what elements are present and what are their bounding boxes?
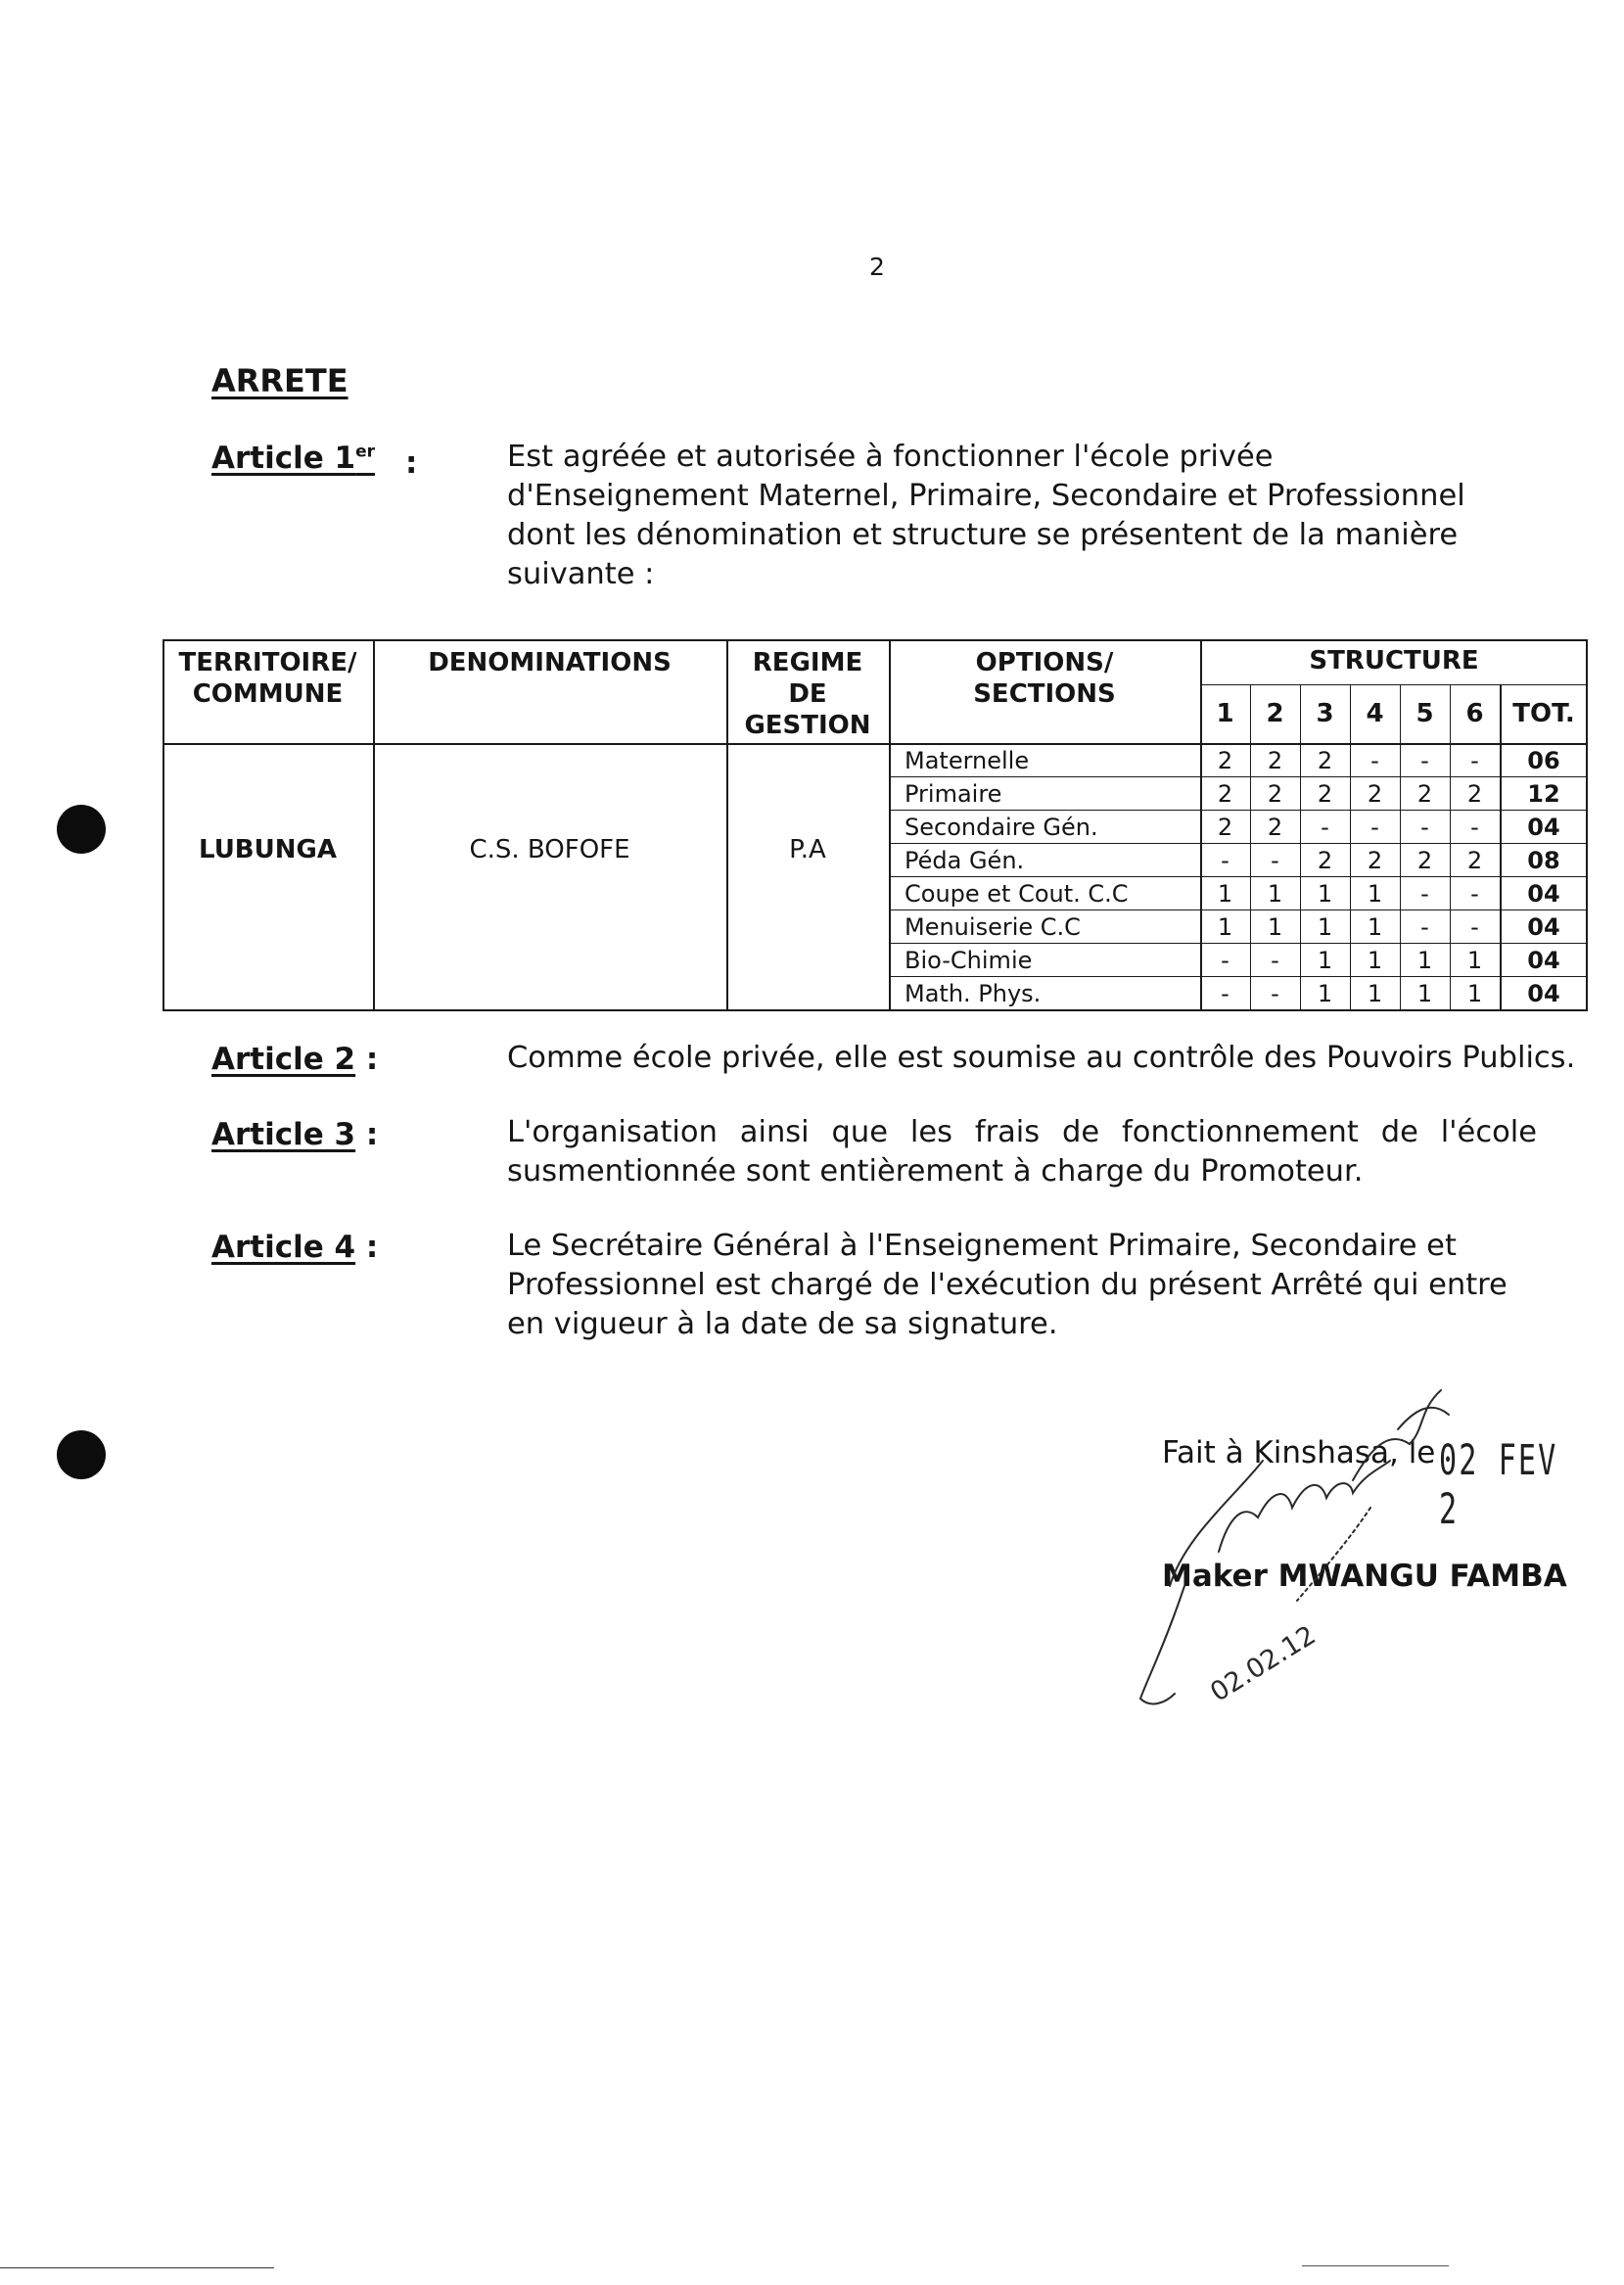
header-line: OPTIONS/ — [975, 648, 1114, 677]
table-divider — [1200, 684, 1588, 685]
article-3-label-text: Article 3 — [211, 1117, 356, 1152]
structure-total: 08 — [1527, 847, 1560, 874]
punch-hole-bottom — [57, 1430, 106, 1479]
header-line: COMMUNE — [192, 679, 344, 709]
structure-cell: 2 — [1317, 747, 1333, 774]
structure-cell: 2 — [1416, 780, 1433, 808]
option-label: Coupe et Cout. C.C — [905, 880, 1129, 908]
structure-cell: 2 — [1466, 847, 1483, 874]
header-line: SECTIONS — [973, 679, 1116, 709]
structure-cell: 1 — [1416, 980, 1433, 1007]
article-3-label — [211, 1117, 378, 1152]
header-col: 4 — [1366, 699, 1384, 728]
structure-cell: - — [1221, 947, 1230, 974]
header-col: 3 — [1316, 699, 1334, 728]
scan-edge-line — [0, 2267, 274, 2268]
article-1-colon: : — [405, 445, 418, 481]
structure-total: 04 — [1527, 880, 1560, 908]
header-regime — [726, 647, 889, 741]
structure-cell: - — [1370, 814, 1379, 841]
handwritten-signature — [1126, 1371, 1537, 1762]
article-3-colon: : — [355, 1117, 379, 1152]
structure-cell: 1 — [1217, 913, 1233, 941]
header-col: 6 — [1465, 699, 1484, 728]
article-1-label — [211, 441, 375, 476]
structure-cell: - — [1470, 747, 1479, 774]
structure-cell: 1 — [1367, 913, 1383, 941]
structure-cell: 2 — [1416, 847, 1433, 874]
table-divider — [373, 639, 375, 1011]
structure-cell: - — [1271, 847, 1279, 874]
header-col: 1 — [1216, 699, 1234, 728]
scan-edge-line — [1302, 2265, 1449, 2266]
structure-cell: 1 — [1317, 880, 1333, 908]
structure-total: 04 — [1527, 980, 1560, 1007]
article-3-text — [507, 1113, 1537, 1191]
structure-cell: - — [1221, 980, 1230, 1007]
header-denominations: DENOMINATIONS — [428, 648, 672, 677]
article-2-label — [211, 1042, 378, 1077]
article-1-line: dont les dénomination et structure se présentent de la manière — [507, 518, 1459, 552]
structure-cell: 1 — [1317, 980, 1333, 1007]
structure-cell: 1 — [1466, 980, 1483, 1007]
structure-cell: - — [1470, 814, 1479, 841]
structure-total: 06 — [1527, 747, 1560, 774]
structure-total: 04 — [1527, 947, 1560, 974]
structure-cell: 1 — [1267, 880, 1283, 908]
article-4-colon: : — [355, 1230, 379, 1265]
header-line: REGIME — [752, 648, 863, 677]
handwritten-date: 02.02.12 — [1205, 1619, 1322, 1708]
structure-cell: 1 — [1317, 947, 1333, 974]
article-4-label — [211, 1230, 378, 1265]
regime-value: P.A — [789, 835, 826, 864]
structure-cell: 1 — [1367, 980, 1383, 1007]
article-2-colon: : — [355, 1042, 379, 1077]
structure-cell: - — [1370, 747, 1379, 774]
header-options — [889, 647, 1200, 710]
structure-total: 04 — [1527, 814, 1560, 841]
header-col: TOT. — [1512, 699, 1575, 728]
article-4-line: Professionnel est chargé de l'exécution du présent Arrêté qui entre — [507, 1268, 1508, 1302]
structure-cell: 2 — [1317, 847, 1333, 874]
structure-cell: - — [1420, 880, 1429, 908]
article-3-line: L'organisation ainsi que les frais de fonctionnement de l'école — [507, 1115, 1537, 1149]
structure-cell: 2 — [1367, 847, 1383, 874]
structure-cell: 2 — [1217, 747, 1233, 774]
article-2-text — [507, 1039, 1576, 1078]
structure-cell: 2 — [1267, 780, 1283, 808]
structure-cell: 1 — [1217, 880, 1233, 908]
structure-table — [162, 639, 1588, 1011]
structure-cell: 1 — [1367, 947, 1383, 974]
article-4-text — [507, 1227, 1537, 1344]
header-territoire — [162, 647, 373, 710]
structure-cell: - — [1221, 847, 1230, 874]
structure-cell: - — [1420, 747, 1429, 774]
option-label: Secondaire Gén. — [905, 814, 1098, 841]
structure-total: 12 — [1527, 780, 1560, 808]
article-1-text — [507, 438, 1537, 594]
structure-cell: - — [1470, 913, 1479, 941]
structure-cell: 2 — [1466, 780, 1483, 808]
structure-cell: 1 — [1367, 880, 1383, 908]
structure-cell: 2 — [1267, 747, 1283, 774]
date-stamp: 02 FEV 2 — [1439, 1436, 1558, 1534]
structure-cell: - — [1420, 814, 1429, 841]
option-label: Math. Phys. — [905, 980, 1042, 1007]
punch-hole-top — [57, 805, 106, 854]
article-3-line: susmentionnée sont entièrement à charge du Promoteur. — [507, 1154, 1364, 1189]
header-line: DE — [788, 679, 827, 709]
structure-cell: 1 — [1267, 913, 1283, 941]
header-structure: STRUCTURE — [1309, 646, 1479, 676]
structure-cell: 2 — [1317, 780, 1333, 808]
article-4-line: en vigueur à la date de sa signature. — [507, 1307, 1058, 1341]
option-label: Bio-Chimie — [905, 947, 1033, 974]
structure-cell: 1 — [1466, 947, 1483, 974]
option-label: Primaire — [905, 780, 1002, 808]
page-number: 2 — [869, 253, 885, 281]
place-date-line: Fait à Kinshasa, le — [1162, 1435, 1436, 1470]
structure-cell: - — [1271, 980, 1279, 1007]
signer-name: Maker MWANGU FAMBA — [1162, 1559, 1567, 1594]
article-4-label-text: Article 4 — [211, 1230, 356, 1265]
option-label: Menuiserie C.C — [905, 913, 1081, 941]
article-1-line: suivante : — [507, 557, 655, 591]
header-line: GESTION — [744, 711, 871, 740]
article-1-line: Est agréée et autorisée à fonctionner l'école privée — [507, 440, 1274, 474]
structure-cell: 2 — [1267, 814, 1283, 841]
structure-cell: - — [1470, 880, 1479, 908]
option-label: Péda Gén. — [905, 847, 1025, 874]
article-2-label-text: Article 2 — [211, 1042, 356, 1077]
structure-cell: 2 — [1217, 814, 1233, 841]
article-1-line: d'Enseignement Maternel, Primaire, Secondaire et Professionnel — [507, 479, 1465, 513]
header-col: 2 — [1266, 699, 1284, 728]
territoire-value: LUBUNGA — [199, 835, 337, 864]
structure-total: 04 — [1527, 913, 1560, 941]
structure-cell: 1 — [1317, 913, 1333, 941]
article-4-line: Le Secrétaire Général à l'Enseignement Primaire, Secondaire et — [507, 1229, 1457, 1263]
structure-cell: 2 — [1367, 780, 1383, 808]
structure-cell: - — [1420, 913, 1429, 941]
structure-cell: - — [1271, 947, 1279, 974]
header-col: 5 — [1415, 699, 1434, 728]
article-1-label-text: Article 1er — [211, 441, 376, 476]
denomination-value: C.S. BOFOFE — [469, 835, 630, 864]
option-label: Maternelle — [905, 747, 1030, 774]
header-line: TERRITOIRE/ — [178, 648, 357, 677]
document-heading: ARRETE — [211, 362, 348, 399]
structure-cell: - — [1321, 814, 1329, 841]
structure-cell: 1 — [1416, 947, 1433, 974]
structure-cell: 2 — [1217, 780, 1233, 808]
article-2-line: Comme école privée, elle est soumise au contrôle des Pouvoirs Publics. — [507, 1041, 1576, 1075]
